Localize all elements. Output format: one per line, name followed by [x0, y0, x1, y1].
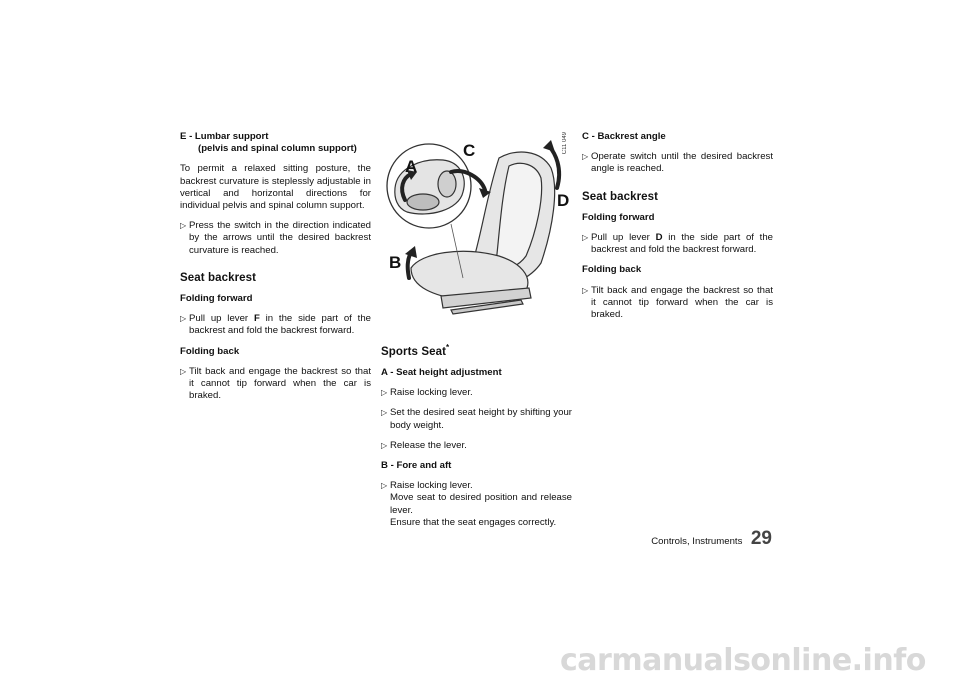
- label-d: D: [557, 191, 570, 210]
- seat-backrest-heading: Seat backrest: [180, 271, 257, 284]
- bullet-item: [582, 151, 773, 175]
- bullet-triangle-icon: ▷: [381, 408, 388, 418]
- section-name: Controls, Instruments: [651, 536, 743, 547]
- folding-back-heading: Folding back: [582, 264, 642, 276]
- bullet-text: Tilt back and engage the backrest so that it cannot tip forward when the car is braked.: [591, 284, 773, 321]
- bullet-item: [381, 440, 572, 452]
- lever-letter: D: [655, 232, 663, 244]
- right-column: [582, 131, 773, 329]
- label-b: B: [389, 253, 402, 272]
- bullet-item: [582, 232, 773, 256]
- label-c: C: [463, 141, 476, 160]
- bullet-text: Tilt back and engage the backrest so that it cannot tip forward when the car is braked.: [189, 365, 371, 402]
- bullet-item: [180, 220, 371, 257]
- sports-seat-heading: [381, 342, 572, 358]
- bullet-text: Press the switch in the direction indicated by the arrows until the desired backrest curvature is reached.: [189, 220, 371, 256]
- bullet-text: Release the lever.: [390, 439, 467, 451]
- seat-backrest-heading: Seat backrest: [582, 190, 659, 203]
- bullet-triangle-icon: ▷: [381, 481, 388, 491]
- bullet-text: Ensure that the seat engages correctly.: [390, 516, 557, 528]
- arrow-d-head: [543, 140, 555, 152]
- bullet-triangle-icon: ▷: [180, 221, 187, 231]
- backrest-angle-heading: C - Backrest angle: [582, 131, 666, 142]
- bullet-text: Pull up lever: [189, 313, 254, 325]
- arrow-b: [408, 252, 411, 278]
- bullet-item: [180, 366, 371, 403]
- bullet-triangle-icon: ▷: [180, 314, 187, 324]
- asterisk: *: [446, 343, 450, 352]
- bullet-item: [180, 313, 371, 337]
- bullet-item: [582, 285, 773, 322]
- folding-forward-heading: Folding forward: [180, 293, 253, 305]
- bullet-triangle-icon: ▷: [381, 388, 388, 398]
- page-footer: [0, 528, 772, 550]
- bullet-triangle-icon: ▷: [582, 152, 589, 162]
- bullet-text: Set the desired seat height by shifting your body weight.: [390, 407, 572, 431]
- label-a: A: [405, 157, 418, 176]
- bullet-triangle-icon: ▷: [381, 440, 388, 450]
- bullet-item: [381, 407, 572, 431]
- folding-back-heading: Folding back: [180, 345, 240, 357]
- folding-forward-heading: Folding forward: [582, 211, 655, 223]
- bullet-triangle-icon: ▷: [582, 285, 589, 295]
- figure-code: C11 049: [562, 132, 568, 155]
- lever-letter: F: [253, 313, 260, 325]
- page-number: 29: [750, 528, 772, 549]
- switch-rocker: [438, 171, 456, 197]
- bullet-text: Operate switch until the desired backrest angle is reached.: [591, 151, 773, 175]
- watermark: carmanualsonline.info: [560, 643, 926, 678]
- bullet-text: in the side part of the backrest and fold the backrest forward.: [189, 313, 372, 337]
- fore-aft-heading: B - Fore and aft: [381, 460, 452, 472]
- bullet-text: Raise locking lever.: [390, 480, 473, 492]
- lumbar-paragraph: To permit a relaxed sitting posture, the backrest curvature is steplessly adjustable in vertical and horizontal directions for individual pelvis and spinal column support.: [180, 163, 371, 212]
- bullet-item: [381, 387, 572, 399]
- bullet-text: Move seat to desired position and release lever.: [390, 492, 572, 516]
- lumbar-support-heading: [180, 131, 371, 155]
- sports-seat-illustration: [381, 128, 581, 324]
- switch-knob: [407, 194, 439, 210]
- bullet-triangle-icon: ▷: [180, 366, 187, 376]
- heading-line-1: E - Lumbar support: [180, 131, 269, 142]
- seat-height-heading: A - Seat height adjustment: [381, 367, 502, 379]
- heading-line-2: (pelvis and spinal column support): [198, 143, 357, 155]
- middle-column: [381, 342, 572, 537]
- bullet-item: [381, 480, 572, 529]
- bullet-text: in the side part of the backrest and fold the backrest forward.: [591, 232, 773, 256]
- bullet-triangle-icon: ▷: [582, 233, 589, 243]
- left-column: [180, 131, 371, 410]
- bullet-text: Raise locking lever.: [390, 387, 473, 399]
- sports-seat-title: Sports Seat: [381, 345, 447, 358]
- bullet-text: Pull up lever: [591, 232, 656, 244]
